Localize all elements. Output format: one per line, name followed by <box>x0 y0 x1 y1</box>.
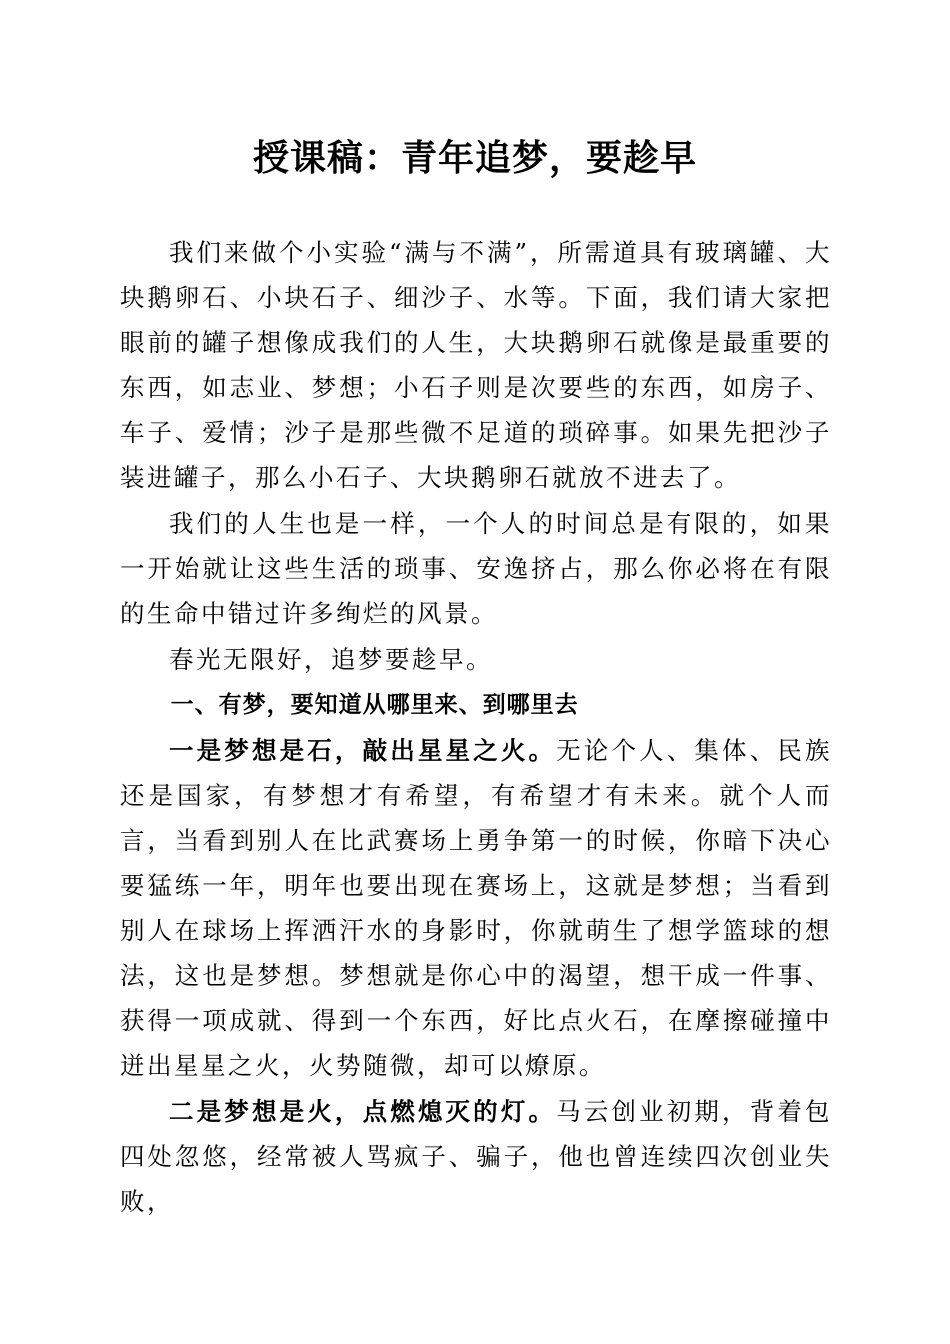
document-title: 授课稿：青年追梦，要趁早 <box>252 137 697 179</box>
point-one-lead: 一是梦想是石，敲出星星之火。 <box>169 736 557 765</box>
point-two-paragraph <box>120 1089 832 1224</box>
point-one-paragraph <box>120 728 832 1088</box>
point-two-text: 马云创业初期，背着包四处忽悠，经常被人骂疯子、骗子，他也曾连续四次创业失败， <box>120 1097 833 1216</box>
life-paragraph: 我们的人生也是一样，一个人的时间总是有限的，如果一开始就让这些生活的琐事、安逸挤占，那么你必将在有限的生命中错过许多绚烂的风景。 <box>120 509 832 628</box>
spring-paragraph: 春光无限好，追梦要趁早。 <box>169 645 493 674</box>
point-one-text: 无论个人、集体、民族还是国家，有梦想才有希望，有希望才有未来。就个人而言，当看到别人在比武赛场上勇争第一的时候，你暗下决心要猛练一年，明年也要出现在赛场上，这就是梦想；当看到别人在球场上挥洒汗水的身影时，你就萌生了想学篮球的想法，这也是梦想。梦想就是你心中的渴望，想干成一件事、获得一项成就、得到一个东西，好比点火石，在摩擦碰撞中迸出星星之火，火势随微，却可以燎原。 <box>120 736 833 1080</box>
section-heading: 一、有梦，要知道从哪里来、到哪里去 <box>170 692 579 718</box>
point-two-lead: 二是梦想是火，点燃熄灭的灯。 <box>169 1097 557 1126</box>
intro-paragraph: 我们来做个小实验“满与不满”，所需道具有玻璃罐、大块鹅卵石、小块石子、细沙子、水等。下面，我们请大家把眼前的罐子想像成我们的人生，大块鹅卵石就像是最重要的东西，如志业、梦想；小石子则是次要些的东西，如房子、车子、爱情；沙子是那些微不足道的琐碎事。如果先把沙子装进罐子，那么小石子、大块鹅卵石就放不进去了。 <box>120 238 832 492</box>
document-body <box>120 230 832 1225</box>
